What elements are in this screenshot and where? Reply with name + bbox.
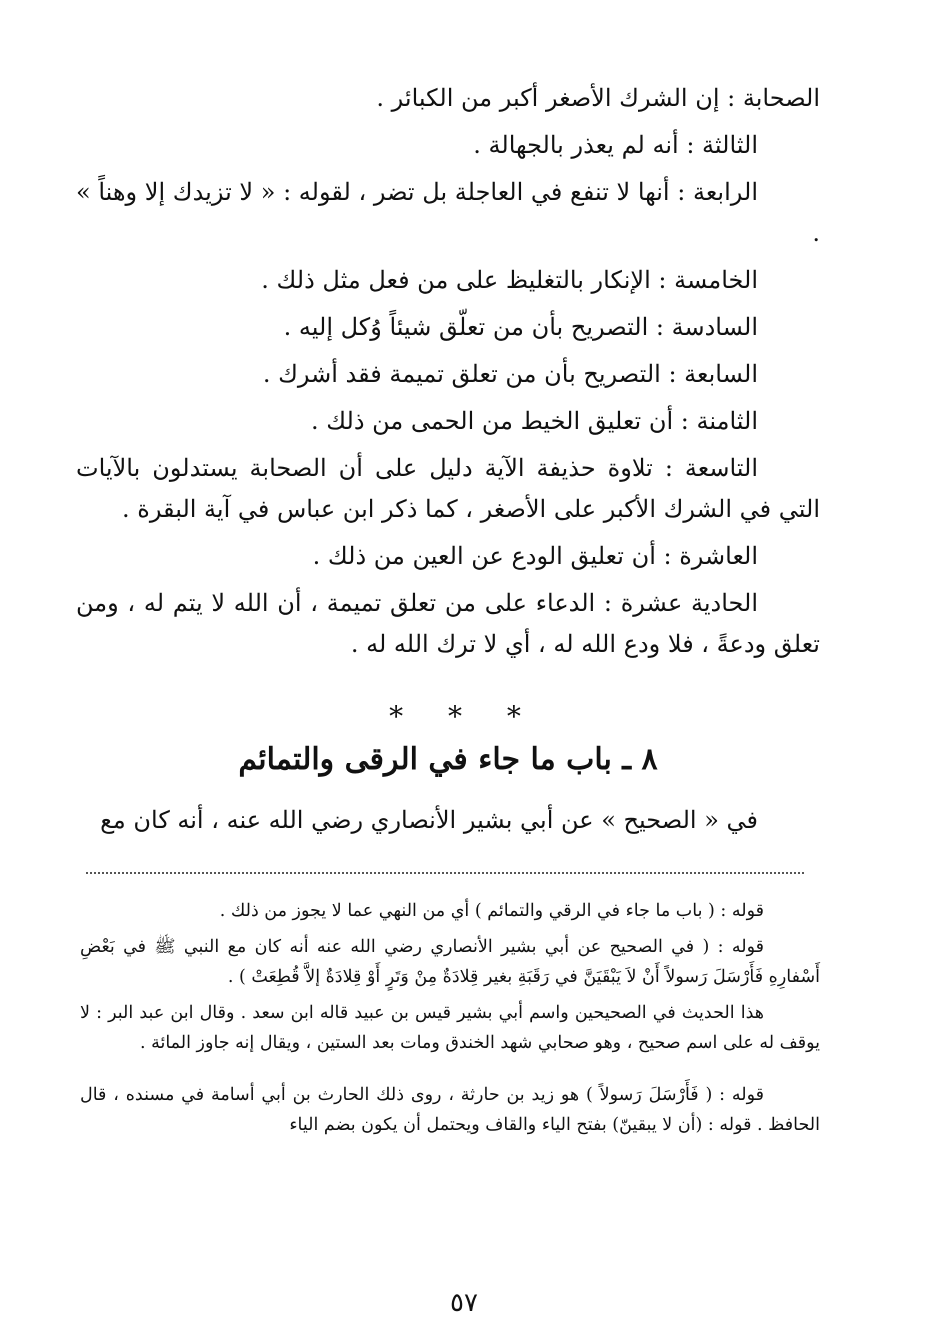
footnote-3: هذا الحديث في الصحيحين واسم أبي بشير قيس بن عبيد قاله ابن سعد . وقال ابن عبد البر : لا يوقف له على اسم صحيح ، وهو صحابي شهد الخندق ومات بعد الستين ، ويقال إنه جاوز المائة . <box>80 1003 820 1053</box>
main-line-8: التاسعة : تلاوة حذيفة الآية دليل على أن الصحابة يستدلون بالآيات التي في الشرك الأكبر على الأصغر ، كما ذكر ابن عباس في آية البقرة . <box>76 454 820 523</box>
main-line-9: العاشرة : أن تعليق الودع عن العين من ذلك . <box>312 542 758 570</box>
main-line-1: الصحابة : إن الشرك الأصغر أكبر من الكبائر . <box>376 84 820 112</box>
main-line-10: الحادية عشرة : الدعاء على من تعلق تميمة ، أن الله لا يتم له ، ومن تعلق ودعةً ، فلا ودع الله له ، أي لا ترك الله له . <box>76 589 820 658</box>
main-line-4: الخامسة : الإنكار بالتغليظ على من فعل مثل ذلك . <box>261 266 758 294</box>
chapter-intro: في « الصحيح » عن أبي بشير الأنصاري رضي الله عنه ، أنه كان مع <box>100 806 758 834</box>
footnote-4: قوله : ( فَأَرْسَلَ رَسولاً ) هو زيد بن حارثة ، روى ذلك الحارث بن أبي أسامة في مسنده ، قال الحافظ . قوله : (أن لا يبقينّ) بفتح الياء والقاف ويحتمل أن يكون بضم الياء <box>80 1085 820 1135</box>
main-line-5: السادسة : التصريح بأن من تعلّق شيئاً وُكل إليه . <box>283 313 758 341</box>
footnote-2: قوله : ( في الصحيح عن أبي بشير الأنصاري رضي الله عنه أنه كان مع النبي ﷺ في بَعْضِ أَسْفارِهِ فَأَرْسَلَ رَسولاً أَنْ لاَ يَبْقَيَنَّ في رَقَبَةِ بغير قِلادَةٌ مِنْ وَتَرٍ أَوْ قِلادَةٌ إلاَّ قُطِعَتْ ) . <box>80 937 820 987</box>
main-line-7: الثامنة : أن تعليق الخيط من الحمى من ذلك . <box>311 407 758 435</box>
footnotes <box>80 896 820 1146</box>
page-number: ٥٧ <box>450 1288 478 1318</box>
section-separator-stars: * * * <box>389 700 539 733</box>
footnote-1: قوله : ( باب ما جاء في الرقي والتمائم ) أي من النهي عما لا يجوز من ذلك . <box>219 901 764 921</box>
chapter-title: ٨ ـ باب ما جاء في الرقى والتمائم <box>238 742 658 777</box>
main-text <box>76 78 820 671</box>
main-line-3: الرابعة : أنها لا تنفع في العاجلة بل تضر ، لقوله : « لا تزيدك إلا وهناً » . <box>76 178 820 247</box>
footnote-separator <box>86 872 804 874</box>
main-line-6: السابعة : التصريح بأن من تعلق تميمة فقد أشرك . <box>262 360 758 388</box>
main-line-2: الثالثة : أنه لم يعذر بالجهالة . <box>473 131 758 159</box>
